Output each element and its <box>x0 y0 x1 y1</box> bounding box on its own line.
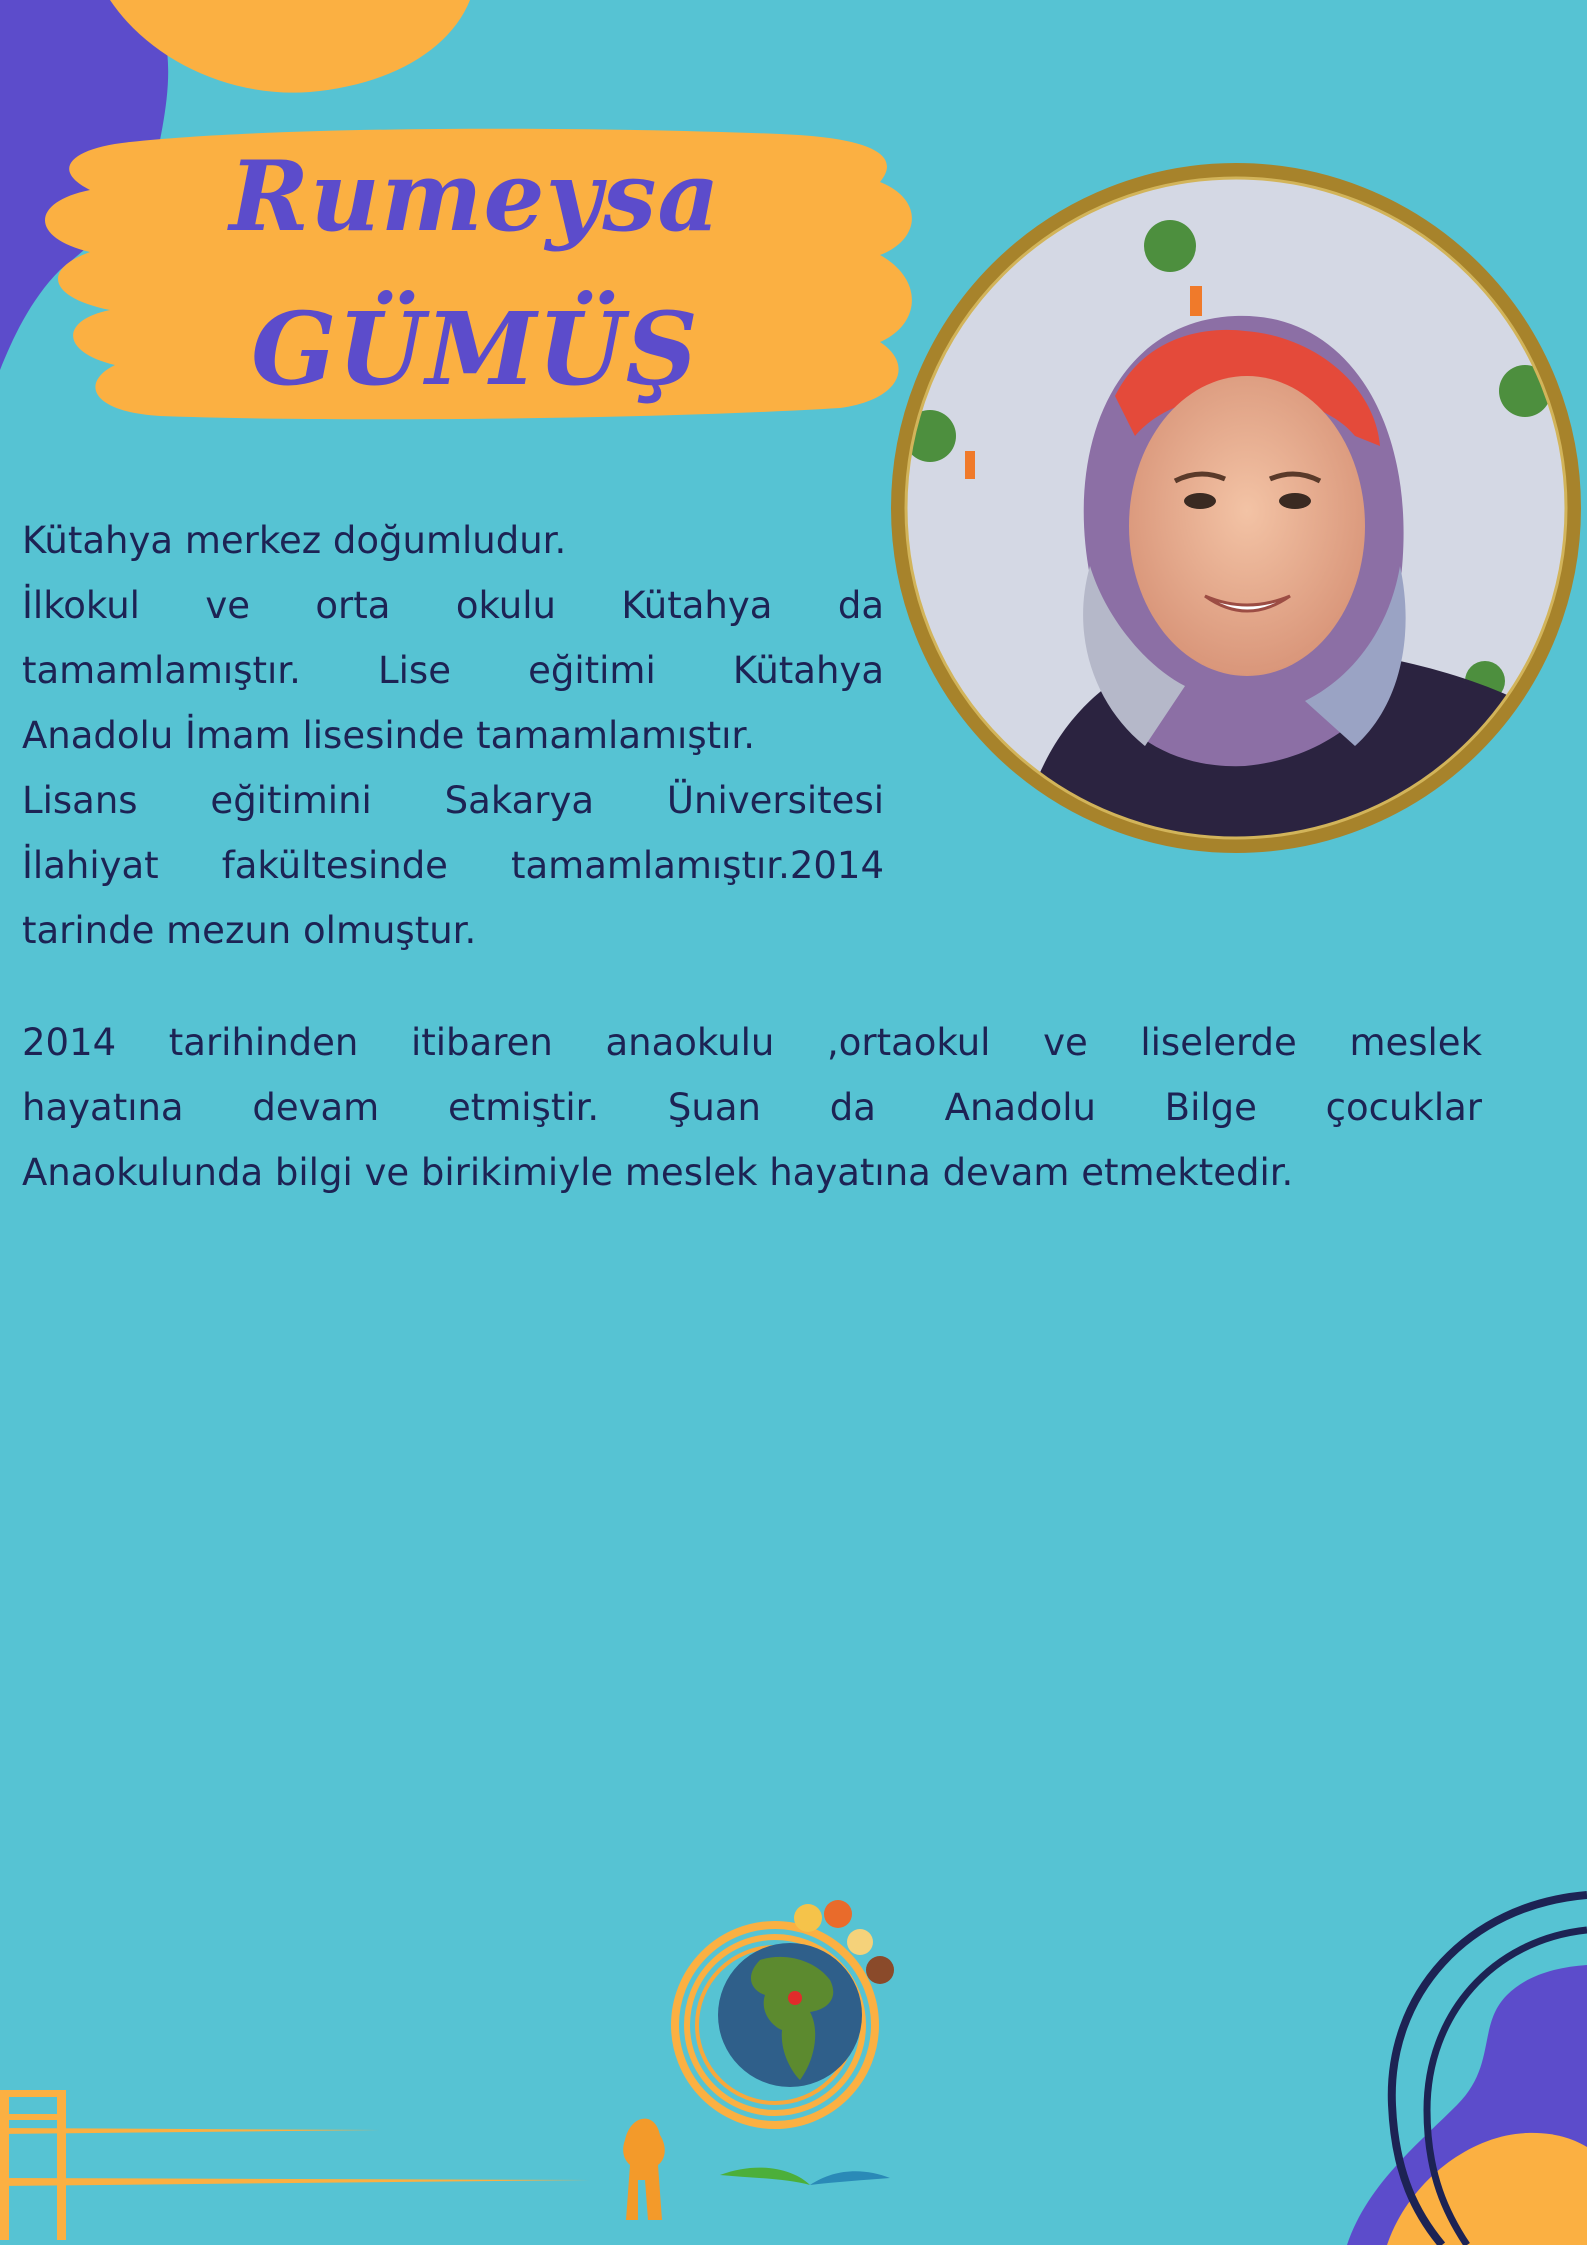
school-globe-logo-icon <box>610 1890 920 2230</box>
first-name: Rumeysa <box>229 140 721 253</box>
bio-line: hayatına devam etmiştir. Şuan da Anadolu Bilge çocuklar <box>22 1086 1482 1129</box>
bio-line: İlahiyat fakültesinde tamamlamıştır.2014 <box>22 844 884 887</box>
bottom-right-decoration <box>1347 1885 1587 2245</box>
bio-line: İlkokul ve orta okulu Kütahya da <box>22 584 884 627</box>
bio-paragraph-1 <box>22 508 884 963</box>
bio-line: 2014 tarihinden itibaren anaokulu ,ortaokul ve liselerde meslek <box>22 1021 1482 1064</box>
bio-line: Anaokulunda bilgi ve birikimiyle meslek hayatına devam etmektedir. <box>22 1151 1294 1194</box>
portrait-photo <box>885 146 1587 866</box>
last-name: GÜMÜŞ <box>251 290 699 408</box>
bio-line: Kütahya merkez doğumludur. <box>22 519 567 562</box>
bottom-left-decoration <box>0 2090 600 2240</box>
bio-line: tamamlamıştır. Lise eğitimi Kütahya <box>22 649 884 692</box>
bio-line: tarinde mezun olmuştur. <box>22 909 477 952</box>
bio-paragraph-2 <box>22 1010 1482 1205</box>
bio-line: Anadolu İmam lisesinde tamamlamıştır. <box>22 714 755 757</box>
bio-line: Lisans eğitimini Sakarya Üniversitesi <box>22 779 884 822</box>
